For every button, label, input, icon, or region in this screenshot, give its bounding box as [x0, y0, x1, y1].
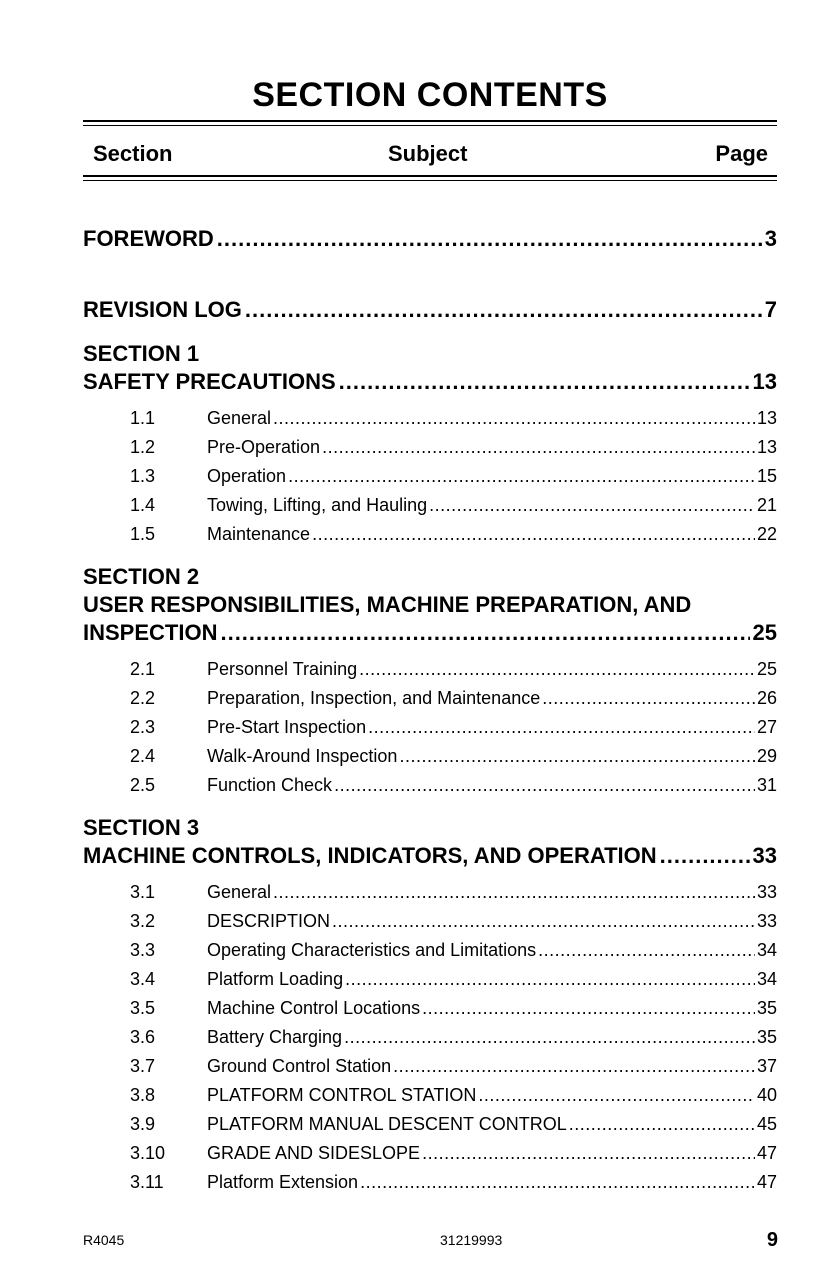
toc-subentry-title: Pre-Operation: [207, 437, 321, 457]
toc-subentry-title: PLATFORM CONTROL STATION: [207, 1085, 477, 1105]
toc-subentry[interactable]: [207, 775, 777, 796]
toc-subentry[interactable]: [207, 1143, 777, 1164]
toc-subentry[interactable]: [207, 1027, 777, 1048]
toc-entry-title: INSPECTION: [83, 620, 218, 645]
toc-subentry-title: Function Check: [207, 775, 333, 795]
toc-entry-page: 3: [764, 226, 777, 251]
toc-subentry-number: 3.9: [130, 1114, 156, 1134]
dot-leader: [393, 1056, 755, 1077]
toc-subentry-number: 3.11: [130, 1172, 164, 1192]
section-1-label: SECTION 1: [83, 341, 200, 366]
toc-subentry[interactable]: [207, 659, 777, 680]
toc-subentry-title: PLATFORM MANUAL DESCENT CONTROL: [207, 1114, 567, 1134]
dot-leader: [217, 226, 762, 252]
dot-leader: [273, 408, 755, 429]
toc-subentry-title: Platform Extension: [207, 1172, 359, 1192]
toc-entry-page: 33: [752, 843, 777, 868]
dot-leader: [429, 495, 755, 516]
toc-subentry-title: Preparation, Inspection, and Maintenance: [207, 688, 541, 708]
dot-leader: [322, 437, 755, 458]
toc-entry-title: FOREWORD: [83, 226, 214, 251]
toc-subentry[interactable]: [207, 746, 777, 767]
toc-entry-section-2[interactable]: [83, 620, 777, 646]
toc-subentry-number: 1.5: [130, 524, 156, 544]
toc-subentry-title: Walk-Around Inspection: [207, 746, 398, 766]
toc-subentry-title: Machine Control Locations: [207, 998, 421, 1018]
footer-document-code: R4045: [83, 1232, 125, 1248]
dot-leader: [288, 466, 755, 487]
section-2-title-line-1: USER RESPONSIBILITIES, MACHINE PREPARATION, AND: [83, 592, 692, 617]
toc-entry-title: MACHINE CONTROLS, INDICATORS, AND OPERATION: [83, 843, 657, 868]
toc-subentry[interactable]: [207, 1114, 777, 1135]
toc-subentry-title: Operating Characteristics and Limitations: [207, 940, 537, 960]
toc-entry-revision-log[interactable]: [83, 297, 777, 323]
toc-subentry-title: Operation: [207, 466, 287, 486]
dot-leader: [312, 524, 755, 545]
dot-leader: [569, 1114, 755, 1135]
toc-subentry-number: 1.1: [130, 408, 156, 428]
section-3-label: SECTION 3: [83, 815, 200, 840]
toc-subentry-title: Personnel Training: [207, 659, 358, 679]
dot-leader: [273, 882, 755, 903]
dot-leader: [245, 297, 762, 323]
dot-leader: [359, 659, 755, 680]
dot-leader: [344, 1027, 755, 1048]
toc-subentry-page: 29: [756, 746, 777, 766]
dot-leader: [422, 998, 755, 1019]
toc-subentry[interactable]: [207, 940, 777, 961]
toc-subentry-page: 35: [756, 1027, 777, 1047]
header-rule-bottom: [83, 175, 777, 181]
dot-leader: [368, 717, 755, 738]
footer-part-number: 31219993: [440, 1232, 503, 1248]
toc-subentry-page: 34: [756, 940, 777, 960]
dot-leader: [538, 940, 755, 961]
toc-entry-page: 25: [752, 620, 777, 645]
toc-subentry-page: 13: [756, 437, 777, 457]
toc-entry-page: 13: [752, 369, 777, 394]
toc-entry-title: REVISION LOG: [83, 297, 242, 322]
toc-subentry-page: 45: [756, 1114, 777, 1134]
toc-subentry-title: Battery Charging: [207, 1027, 343, 1047]
toc-subentry-title: GRADE AND SIDESLOPE: [207, 1143, 421, 1163]
toc-subentry-page: 47: [756, 1172, 777, 1192]
footer-page-number: 9: [766, 1229, 778, 1251]
dot-leader: [660, 843, 750, 869]
toc-subentry-title: General: [207, 408, 272, 428]
toc-subentry-title: DESCRIPTION: [207, 911, 331, 931]
section-2-label: SECTION 2: [83, 564, 200, 589]
column-header-section: Section: [93, 141, 173, 166]
toc-subentry-page: 34: [756, 969, 777, 989]
toc-subentry[interactable]: [207, 437, 777, 458]
toc-subentry-page: 35: [756, 998, 777, 1018]
toc-subentry-page: 15: [756, 466, 777, 486]
toc-subentry-number: 2.1: [130, 659, 156, 679]
toc-entry-section-1[interactable]: [83, 369, 777, 395]
toc-subentry-number: 3.6: [130, 1027, 156, 1047]
toc-subentry-number: 3.2: [130, 911, 156, 931]
toc-subentry-title: General: [207, 882, 272, 902]
toc-subentry-number: 1.2: [130, 437, 156, 457]
dot-leader: [360, 1172, 755, 1193]
toc-subentry-page: 40: [756, 1085, 777, 1105]
toc-subentry-page: 37: [756, 1056, 777, 1076]
header-rule-top: [83, 120, 777, 126]
toc-subentry[interactable]: [207, 524, 777, 545]
dot-leader: [542, 688, 755, 709]
dot-leader: [478, 1085, 755, 1106]
toc-entry-title: SAFETY PRECAUTIONS: [83, 369, 336, 394]
toc-subentry-title: Pre-Start Inspection: [207, 717, 367, 737]
toc-entry-foreword[interactable]: [83, 226, 777, 252]
toc-subentry-page: 13: [756, 408, 777, 428]
toc-subentry-page: 22: [756, 524, 777, 544]
page-title: SECTION CONTENTS: [252, 76, 608, 114]
dot-leader: [399, 746, 755, 767]
toc-subentry-number: 3.7: [130, 1056, 156, 1076]
toc-subentry[interactable]: [207, 882, 777, 903]
column-header-page: Page: [715, 141, 768, 166]
toc-subentry-number: 2.4: [130, 746, 156, 766]
dot-leader: [422, 1143, 755, 1164]
toc-subentry-page: 33: [756, 911, 777, 931]
toc-subentry[interactable]: [207, 969, 777, 990]
toc-subentry[interactable]: [207, 717, 777, 738]
toc-subentry[interactable]: [207, 688, 777, 709]
toc-subentry-page: 25: [756, 659, 777, 679]
toc-subentry-number: 3.3: [130, 940, 156, 960]
toc-subentry-number: 2.3: [130, 717, 156, 737]
dot-leader: [334, 775, 755, 796]
toc-subentry-number: 2.2: [130, 688, 156, 708]
toc-subentry-page: 26: [756, 688, 777, 708]
toc-subentry-number: 2.5: [130, 775, 156, 795]
column-header-subject: Subject: [388, 141, 468, 166]
toc-subentry-page: 27: [756, 717, 777, 737]
toc-subentry-number: 3.8: [130, 1085, 156, 1105]
dot-leader: [345, 969, 755, 990]
toc-subentry[interactable]: [207, 466, 777, 487]
toc-entry-section-3[interactable]: [83, 843, 777, 869]
toc-subentry-number: 3.4: [130, 969, 156, 989]
toc-subentry-title: Towing, Lifting, and Hauling: [207, 495, 428, 515]
toc-subentry-title: Ground Control Station: [207, 1056, 392, 1076]
toc-subentry-title: Platform Loading: [207, 969, 344, 989]
toc-subentry-page: 31: [756, 775, 777, 795]
toc-subentry-number: 1.4: [130, 495, 156, 515]
toc-subentry-title: Maintenance: [207, 524, 311, 544]
toc-subentry[interactable]: [207, 408, 777, 429]
toc-entry-page: 7: [764, 297, 777, 322]
toc-subentry[interactable]: [207, 495, 777, 516]
toc-subentry-page: 21: [756, 495, 777, 515]
dot-leader: [332, 911, 755, 932]
toc-subentry[interactable]: [207, 998, 777, 1019]
toc-subentry-page: 47: [756, 1143, 777, 1163]
toc-subentry-page: 33: [756, 882, 777, 902]
toc-subentry[interactable]: [207, 1056, 777, 1077]
toc-subentry-number: 3.1: [130, 882, 156, 902]
toc-subentry-number: 1.3: [130, 466, 156, 486]
toc-subentry-number: 3.10: [130, 1143, 166, 1163]
toc-subentry[interactable]: [207, 911, 777, 932]
toc-subentry-number: 3.5: [130, 998, 156, 1018]
dot-leader: [220, 620, 749, 646]
toc-subentry[interactable]: [207, 1172, 777, 1193]
toc-subentry[interactable]: [207, 1085, 777, 1106]
dot-leader: [339, 369, 750, 395]
